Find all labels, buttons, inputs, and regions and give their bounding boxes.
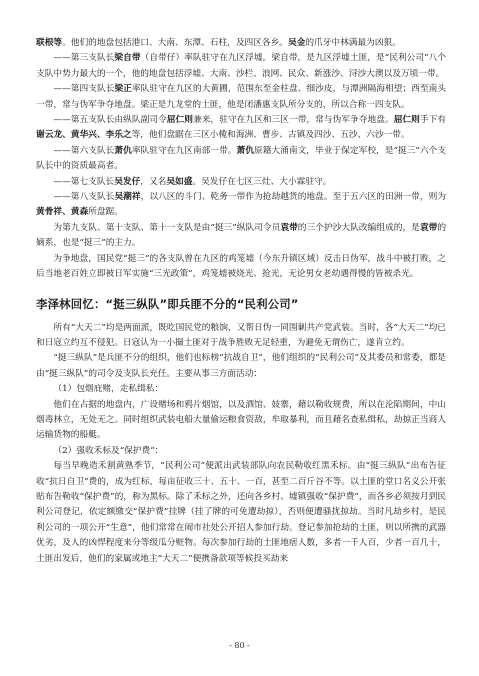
- paragraph-fifth-detachment: ——第五支队长由纵队副司令屈仁则兼来，驻守在九区和三区一带，常与伪军争夺地盘。屈仁则手下有谢云龙、黄华兴、李乐之等，他们盘踞在三区小榄和海洲、曹步、古镇及四沙、五沙、六沙一带。: [36, 115, 447, 141]
- paragraph-eighth-detachment: ——第八支队长吴潮祥，以八区的斗门、乾务一带作为抢劫越货的地盘。至于五六区的田洲一带，则为黄骨祥、黄森所盘踞。: [36, 192, 447, 218]
- paragraph-seventh-detachment: ——第七支队长吴发仔，又名吴如盛。吴发仔在七区三灶、大小霖驻守。: [53, 176, 332, 187]
- paragraph-jilong-xu: 为争地盘，国民党“挺三”的各支队曾在九区的鸡笼墟（今东升镇区域）反击日伪军，战斗中被打败，之后当地老百姓立即被日军实施“三光政策”，鸡笼墟被烧光、抢光，无论男女老幼遇得慢的皆被杀光。: [36, 253, 446, 280]
- paragraph-da-tian-er: 所有“大天二”均是两面派，既吃国民党的粮饷，又帮日伪一同围剿共产党武装。当时，各“大天二”均已和日寇立约互不侵犯。日寇认为一小撮土匪对于战争胜败无足轻重，为避免无谓伤亡，遂肯立约。: [36, 322, 446, 348]
- paragraph-fourth-detachment: ——第四支队长梁正率队驻守在九区的大黄圃，范围东至金柱盘、细沙皮，与潭洲隔海相望；西至南头一带，常与伪军争夺地盘。梁正是九龙堂的土匪，他是闭潘惠支队所分支的，所以合称一四支队。: [36, 84, 447, 110]
- paragraph-min-li-company: “挺三纵队”是兵匪不分的组织，他们也标榜“抗战自卫”，他们组织的“民利公司”及其委员和常委，都是由“挺三纵队”的司令及支队长充任。主要从事三方面活动：: [36, 353, 446, 379]
- paragraph-protection-fee: 每当早晚造禾割黄熟季节，“民利公司”便派出武装部队向农民勒收红黑禾标。由“挺三纵队”出布告征收“抗日自卫”费的，成为红标，每亩征收三十、五十、一百，甚至二百斤谷不等。以土匪的堂口名义公开张贴布告勒收“保护费”的，称为黑标。除了禾标之外，还向各乡村、墟镇强收“保护费”，而各乡必须按月到民利公司登记，依定额缴交“保护费”挂牌（挂了牌的可免遭劫掠），否则便遭骚扰掠劫。当时凡劫乡村，是民利公司的一项公开“生意”，他们常常在闹市社处公开招人参加行劫。登记参加抢劫的土匪，则以所携的武器优劣，及人的凶悍程度来分等级瓜分赃物。每次参加行劫的土匪地痞人数，多者一千人百，少者一百几十，土匪出发后，他们的家属或地主“大天二”便携备款项等候投买劫来: [36, 461, 446, 564]
- paragraph-opium-gambling: 他们在占据的地盘内，广设赌场和鸦片烟馆，以及酒馆、妓寨，藉以勒收规费，所以在沦陷期间，中山烟毒林立，无处无之。同时组织武装电船大量偷运粮食资敌，牟取暴利，而且藉名查私缉私，劫掠正当商人运输货物的船艇。: [36, 399, 446, 441]
- paragraph-third-detachment: ——第三支队长梁自带（自带仔）率队驻守在九区浮墟。梁自带，是九区浮墟土匪，是“民利公司”八个支队中势力最大的一个，他的地盘包括浮墟、大南、沙栏、浪网、民众、新涨沙、浔沙大澳以及万顷一带。: [36, 53, 447, 79]
- page-number: - 80 -: [229, 641, 250, 650]
- list-item-2: （2）强收禾标及“保护费”：: [53, 445, 164, 456]
- paragraph-ninth-to-eleventh: 为第九支队、第十支队、第十一支队是由“挺三”纵队司令员袁带的三个护沙大队改编组成的，是袁带的嫡系，也是“挺三”的主力。: [36, 222, 447, 249]
- list-item-1: （1）包烟庇赌，走私缉私：: [53, 384, 164, 395]
- paragraph-top: 联根等。他们的地盘包括港口、大南、东潭、石柱，及四区各乡。吴金的爪牙中林满最为凶狠。: [36, 38, 401, 48]
- paragraph-sixth-detachment: ——第六支队长萧仇率队驻守在九区南部一带。萧仇原籍大涌南文，毕业于保定军校，是“挺三”六个支队长中的资质最高者。: [36, 145, 447, 172]
- page-body: [36, 36, 446, 567]
- section-heading: 李泽林回忆：“挺三纵队”即兵匪不分的“民利公司”: [36, 296, 299, 311]
